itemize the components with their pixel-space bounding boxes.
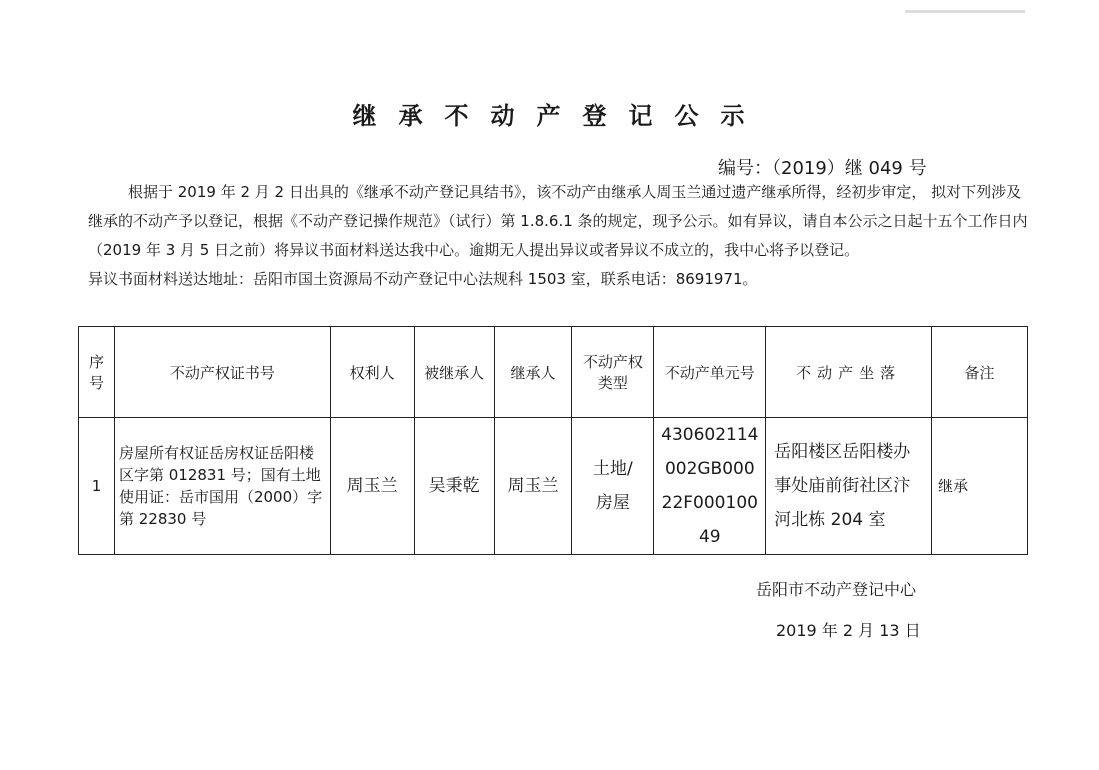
scan-artifact xyxy=(905,10,1025,13)
header-seq: 序号 xyxy=(79,327,115,418)
header-heir: 继承人 xyxy=(494,327,572,418)
cell-deceased: 吴秉乾 xyxy=(414,418,494,555)
table-header-row xyxy=(79,327,1028,418)
issue-date: 2019 年 2 月 13 日 xyxy=(776,621,921,640)
cell-rights-type: 土地/房屋 xyxy=(572,418,654,555)
document-number: 编号：（2019）继 049 号 xyxy=(718,158,927,179)
header-rights-type: 不动产权类型 xyxy=(572,327,654,418)
notice-paragraph: 根据于 2019 年 2 月 2 日出具的《继承不动产登记具结书》，该不动产由继承人周玉兰通过遗产继承所得，经初步审定， 拟对下列涉及继承的不动产予以登记，根据《不动产登记操作规范》（试行）第 1.8.6.1 条的规定，现予公示。如有异议，请自本公示之日起十五个工作日内（2019 年 3 月 5 日之前）将异议书面材料送达我中心。逾期无人提出异议或者异议不成立的，我中心将予以登记。 xyxy=(88,183,1028,259)
header-location: 不动产坐落 xyxy=(766,327,932,418)
header-cert-no: 不动产权证书号 xyxy=(114,327,330,418)
objection-address: 异议书面材料送达地址：岳阳市国土资源局不动产登记中心法规科 1503 室，联系电话：8691971。 xyxy=(88,270,758,288)
header-deceased: 被继承人 xyxy=(414,327,494,418)
notice-body xyxy=(88,178,1028,294)
cell-remark: 继承 xyxy=(932,418,1028,555)
registration-table xyxy=(78,326,1028,555)
table-row xyxy=(79,418,1028,555)
header-remark: 备注 xyxy=(932,327,1028,418)
cell-seq: 1 xyxy=(79,418,115,555)
cell-owner: 周玉兰 xyxy=(330,418,414,555)
cell-unit-no: 430602114002GB00022F00010049 xyxy=(654,418,766,555)
header-owner: 权利人 xyxy=(330,327,414,418)
cell-location: 岳阳楼区岳阳楼办事处庙前街社区汴河北栋 204 室 xyxy=(766,418,932,555)
issuer-name: 岳阳市不动产登记中心 xyxy=(756,580,917,599)
header-unit-no: 不动产单元号 xyxy=(654,327,766,418)
cell-cert-no: 房屋所有权证岳房权证岳阳楼区字第 012831 号；国有土地使用证：岳市国用（2000）字第 22830 号 xyxy=(114,418,330,555)
page-title: 继承不动产登记公示 xyxy=(352,102,767,130)
cell-heir: 周玉兰 xyxy=(494,418,572,555)
